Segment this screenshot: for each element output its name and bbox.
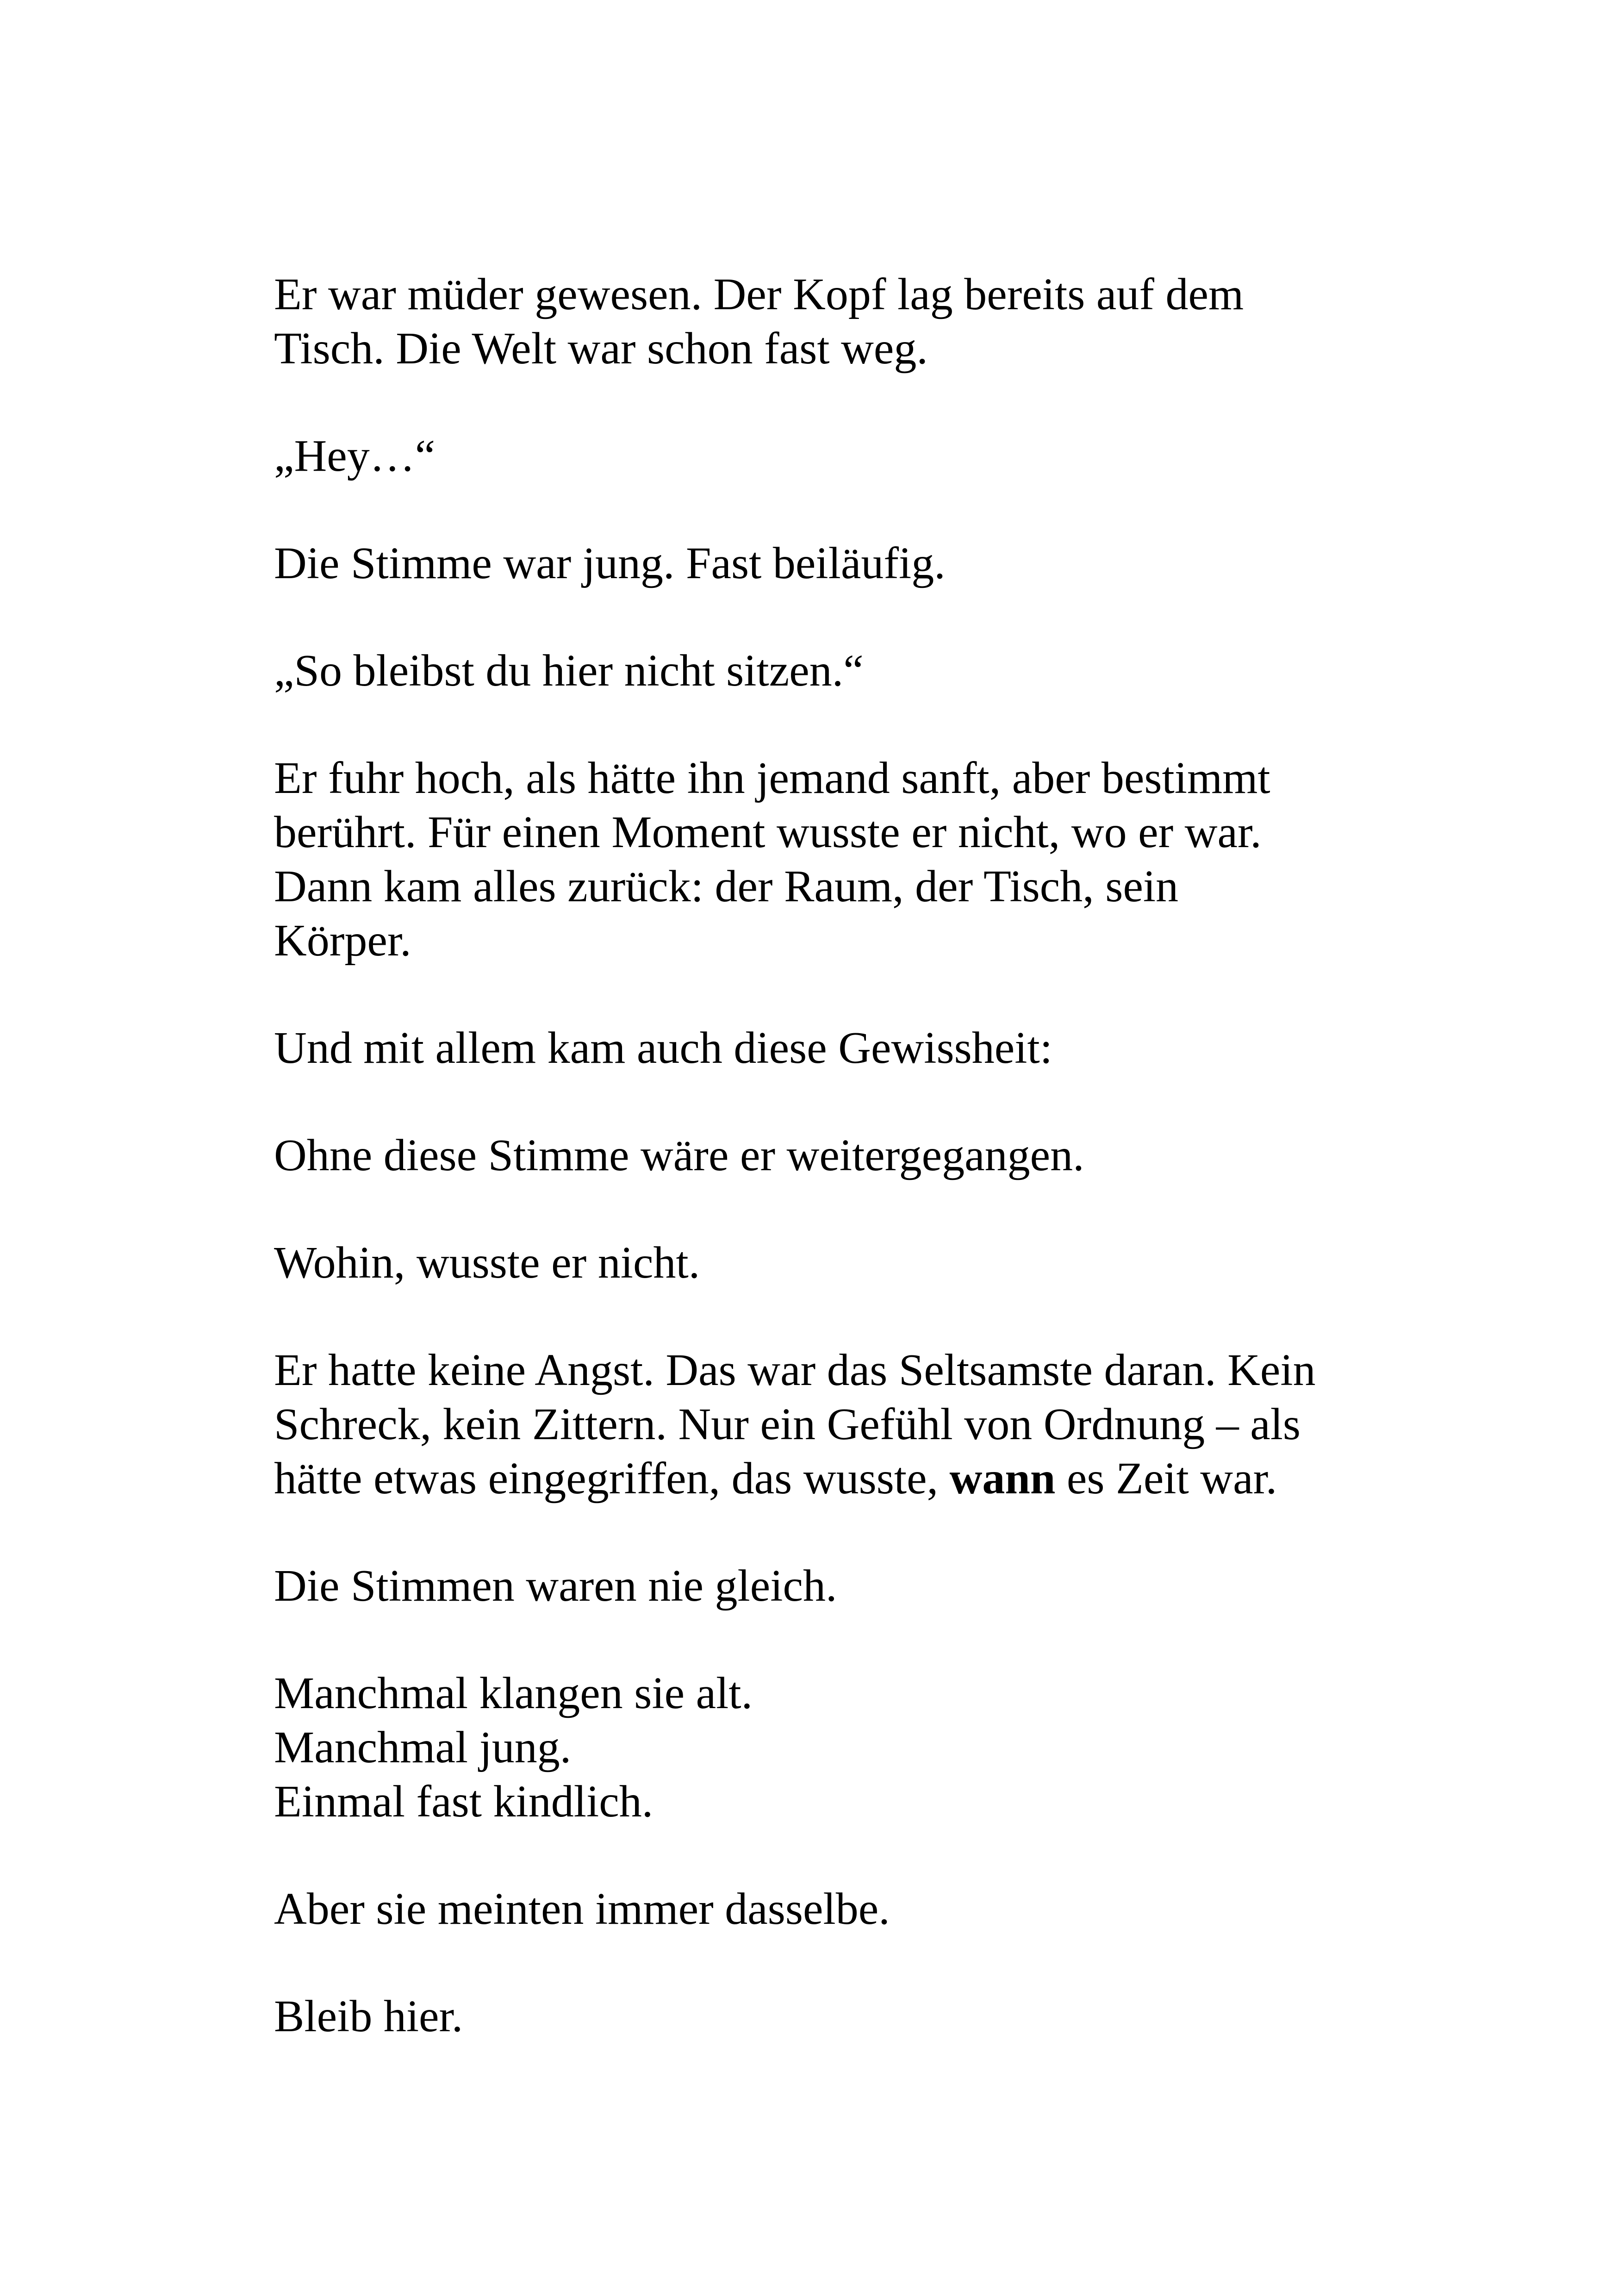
text-line: Er hatte keine Angst. Das war das Seltsamste daran. Kein xyxy=(274,1345,1316,1395)
text-line: Er fuhr hoch, als hätte ihn jemand sanft, aber bestimmt xyxy=(274,753,1270,803)
paragraph xyxy=(274,1236,1422,1290)
text-line: „So bleibst du hier nicht sitzen.“ xyxy=(274,646,864,696)
text-line: Dann kam alles zurück: der Raum, der Tisch, sein xyxy=(274,861,1179,911)
paragraph xyxy=(274,1021,1422,1075)
paragraph xyxy=(274,1559,1422,1613)
paragraph xyxy=(274,429,1422,483)
paragraph xyxy=(274,644,1422,698)
text-line: Bleib hier. xyxy=(274,1991,463,2041)
text-line: Er war müder gewesen. Der Kopf lag bereits auf dem xyxy=(274,269,1244,319)
text-line: Manchmal klangen sie alt. xyxy=(274,1668,753,1718)
body-text xyxy=(274,268,1422,2097)
text-segment: es Zeit war. xyxy=(1055,1454,1277,1504)
paragraph xyxy=(274,751,1422,968)
text-line: Tisch. Die Welt war schon fast weg. xyxy=(274,324,928,374)
text-line: Körper. xyxy=(274,916,411,966)
text-line: Und mit allem kam auch diese Gewissheit: xyxy=(274,1023,1052,1073)
text-line: Einmal fast kindlich. xyxy=(274,1777,653,1827)
emphasized-word: wann xyxy=(949,1454,1056,1504)
paragraph xyxy=(274,1666,1422,1829)
text-line: Schreck, kein Zittern. Nur ein Gefühl von Ordnung – als xyxy=(274,1399,1301,1449)
text-line: „Hey…“ xyxy=(274,431,436,481)
text-line: berührt. Für einen Moment wusste er nicht, wo er war. xyxy=(274,807,1262,857)
paragraph xyxy=(274,1990,1422,2044)
text-line xyxy=(274,1452,1422,1506)
text-segment: hätte etwas eingegriffen, das wusste, xyxy=(274,1454,950,1504)
text-line: Aber sie meinten immer dasselbe. xyxy=(274,1884,890,1934)
paragraph xyxy=(274,1343,1422,1506)
text-line: Die Stimme war jung. Fast beiläufig. xyxy=(274,538,946,588)
text-line: Ohne diese Stimme wäre er weitergegangen. xyxy=(274,1130,1084,1180)
text-line: Manchmal jung. xyxy=(274,1722,572,1772)
text-line: Wohin, wusste er nicht. xyxy=(274,1238,700,1288)
paragraph xyxy=(274,1882,1422,1936)
text-line: Die Stimmen waren nie gleich. xyxy=(274,1561,837,1611)
paragraph xyxy=(274,537,1422,591)
paragraph xyxy=(274,268,1422,376)
paragraph xyxy=(274,1129,1422,1183)
